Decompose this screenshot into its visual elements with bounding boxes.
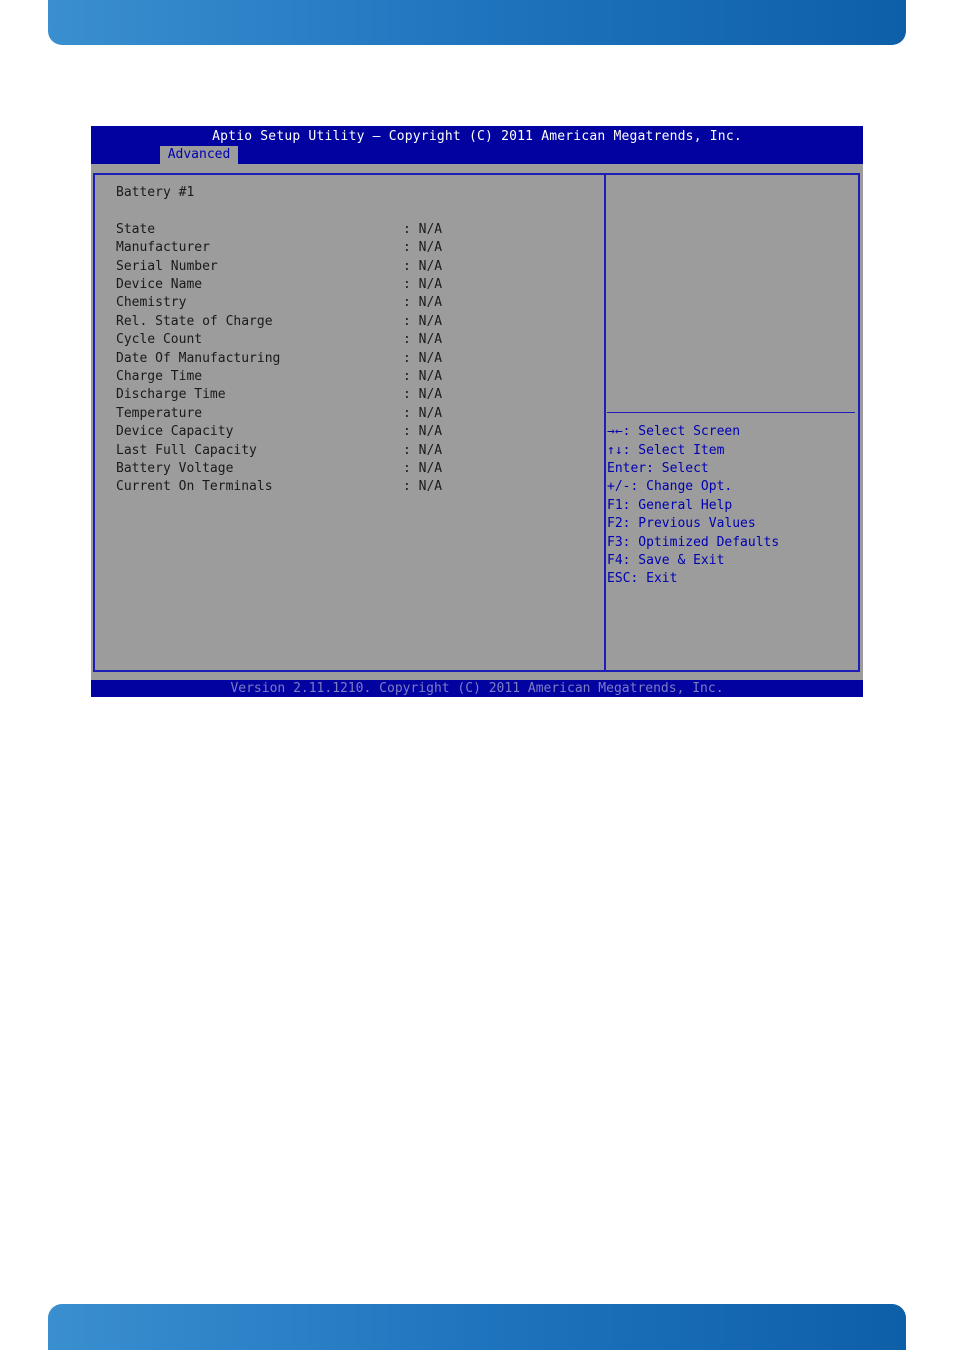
field-label: Manufacturer	[116, 240, 210, 255]
help-previous-values: F2: Previous Values	[607, 516, 756, 531]
field-value: : N/A	[403, 259, 443, 274]
field-value: : N/A	[403, 369, 443, 384]
field-value: : N/A	[403, 443, 443, 458]
field-value: : N/A	[403, 222, 443, 237]
help-optimized-defaults: F3: Optimized Defaults	[607, 535, 780, 550]
field-value: : N/A	[403, 424, 443, 439]
field-value: : N/A	[403, 295, 443, 310]
help-esc-exit: ESC: Exit	[607, 571, 678, 586]
field-label: Charge Time	[116, 369, 203, 384]
field-label: Battery Voltage	[116, 461, 234, 476]
field-value: : N/A	[403, 406, 443, 421]
section-title: Battery #1	[116, 185, 195, 200]
version-text: Version 2.11.1210. Copyright (C) 2011 American Megatrends, Inc.	[230, 681, 724, 696]
field-label: Current On Terminals	[116, 479, 273, 494]
field-value: : N/A	[403, 479, 443, 494]
field-label: Serial Number	[116, 259, 218, 274]
field-label: Temperature	[116, 406, 203, 421]
bios-footer	[91, 680, 863, 697]
field-label: Device Name	[116, 277, 203, 292]
field-value: : N/A	[403, 387, 443, 402]
help-save-exit: F4: Save & Exit	[607, 553, 725, 568]
bios-header	[91, 126, 863, 164]
field-value: : N/A	[403, 351, 443, 366]
field-label: Device Capacity	[116, 424, 234, 439]
field-label: Rel. State of Charge	[116, 314, 273, 329]
main-pane	[93, 173, 606, 672]
field-label: Date Of Manufacturing	[116, 351, 281, 366]
top-banner	[48, 0, 906, 45]
field-value: : N/A	[403, 332, 443, 347]
field-value: : N/A	[403, 461, 443, 476]
bios-setup-screen	[91, 126, 863, 697]
field-label: Chemistry	[116, 295, 187, 310]
help-enter-select: Enter: Select	[607, 461, 709, 476]
bios-title: Aptio Setup Utility – Copyright (C) 2011 American Megatrends, Inc.	[212, 129, 742, 144]
field-label: Cycle Count	[116, 332, 203, 347]
help-select-screen: →←: Select Screen	[607, 424, 741, 439]
field-value: : N/A	[403, 277, 443, 292]
tab-advanced[interactable]: Advanced	[160, 146, 238, 164]
help-select-item: ↑↓: Select Item	[607, 443, 725, 458]
help-separator	[607, 412, 855, 413]
field-label: Discharge Time	[116, 387, 226, 402]
help-general-help: F1: General Help	[607, 498, 733, 513]
bottom-banner	[48, 1304, 906, 1350]
field-value: : N/A	[403, 314, 443, 329]
field-label: Last Full Capacity	[116, 443, 257, 458]
field-label: State	[116, 222, 156, 237]
help-change-opt: +/-: Change Opt.	[607, 479, 733, 494]
field-value: : N/A	[403, 240, 443, 255]
help-pane	[604, 173, 860, 672]
